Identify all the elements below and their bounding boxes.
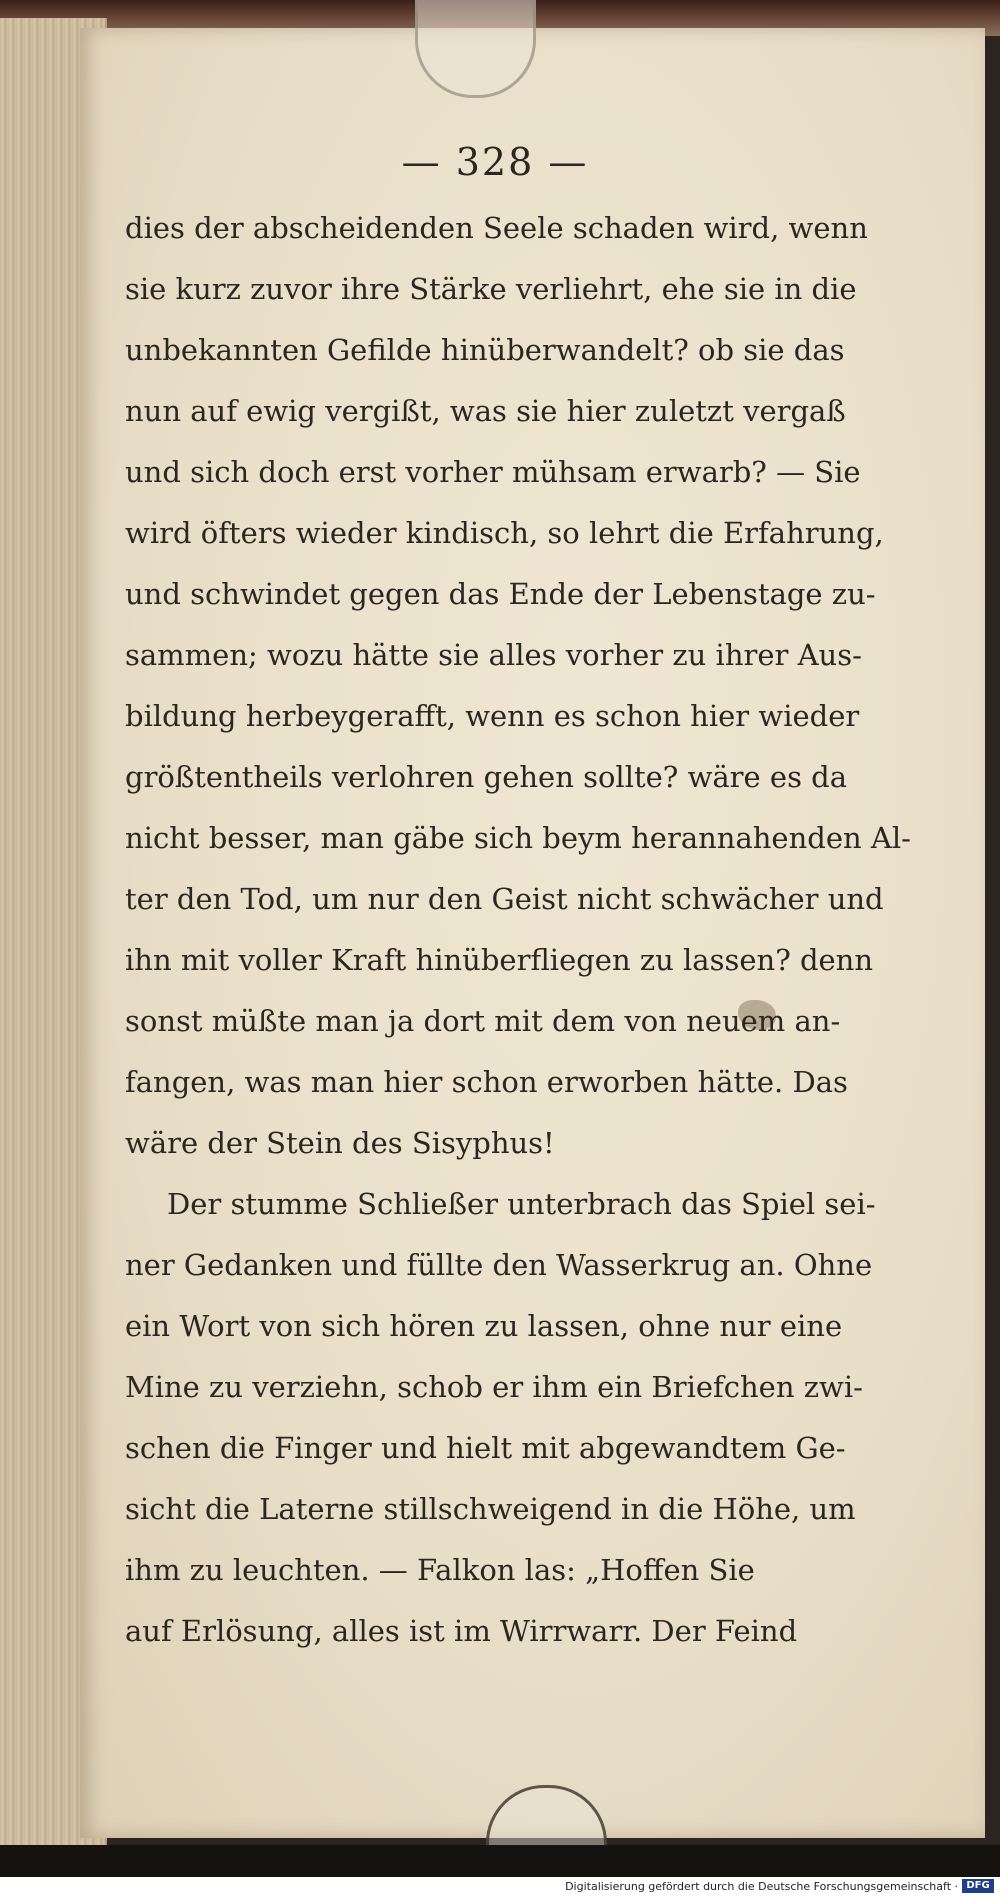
page-number: — 328 — (401, 140, 589, 184)
text-line: sie kurz zuvor ihre Stärke verliehrt, ehe sie in die (125, 272, 857, 306)
text-line: unbekannten Gefilde hinüberwandelt? ob sie das (125, 333, 845, 367)
text-line: Mine zu verziehn, schob er ihm ein Briefchen zwi- (125, 1370, 863, 1404)
dfg-logo: DFG (962, 1879, 994, 1893)
text-line: Der stumme Schließer unterbrach das Spiel sei- (167, 1187, 876, 1221)
text-line: sicht die Laterne stillschweigend in die Höhe, um (125, 1492, 856, 1526)
text-line: wäre der Stein des Sisyphus! (125, 1126, 555, 1160)
text-line: nun auf ewig vergißt, was sie hier zuletzt vergaß (125, 394, 846, 428)
text-line: schen die Finger und hielt mit abgewandtem Ge- (125, 1431, 846, 1465)
page-text (125, 198, 925, 1662)
text-line: fangen, was man hier schon erworben hätte. Das (125, 1065, 848, 1099)
text-line: ein Wort von sich hören zu lassen, ohne nur eine (125, 1309, 843, 1343)
text-line: und sich doch erst vorher mühsam erwarb? — Sie (125, 455, 861, 489)
digitization-credit: Digitalisierung gefördert durch die Deutsche Forschungsgemeinschaft · (565, 1880, 958, 1893)
text-line: ter den Tod, um nur den Geist nicht schwächer und (125, 882, 884, 916)
text-line: ner Gedanken und füllte den Wasserkrug an. Ohne (125, 1248, 873, 1282)
text-line: sammen; wozu hätte sie alles vorher zu ihrer Aus- (125, 638, 862, 672)
text-line: größtentheils verlohren gehen sollte? wäre es da (125, 760, 848, 794)
text-line: dies der abscheidenden Seele schaden wird, wenn (125, 211, 868, 245)
text-line: und schwindet gegen das Ende der Lebenstage zu- (125, 577, 876, 611)
text-line: wird öfters wieder kindisch, so lehrt die Erfahrung, (125, 516, 884, 550)
text-line: bildung herbeygerafft, wenn es schon hier wieder (125, 699, 860, 733)
text-line: sonst müßte man ja dort mit dem von neuem an- (125, 1004, 841, 1038)
text-line: nicht besser, man gäbe sich beym herannahenden Al- (125, 821, 911, 855)
bottom-background (0, 1845, 1000, 1877)
text-line: ihn mit voller Kraft hinüberfliegen zu lassen? denn (125, 943, 874, 977)
text-line: ihm zu leuchten. — Falkon las: „Hoffen Sie (125, 1553, 755, 1587)
text-line: auf Erlösung, alles ist im Wirrwarr. Der Feind (125, 1614, 798, 1648)
